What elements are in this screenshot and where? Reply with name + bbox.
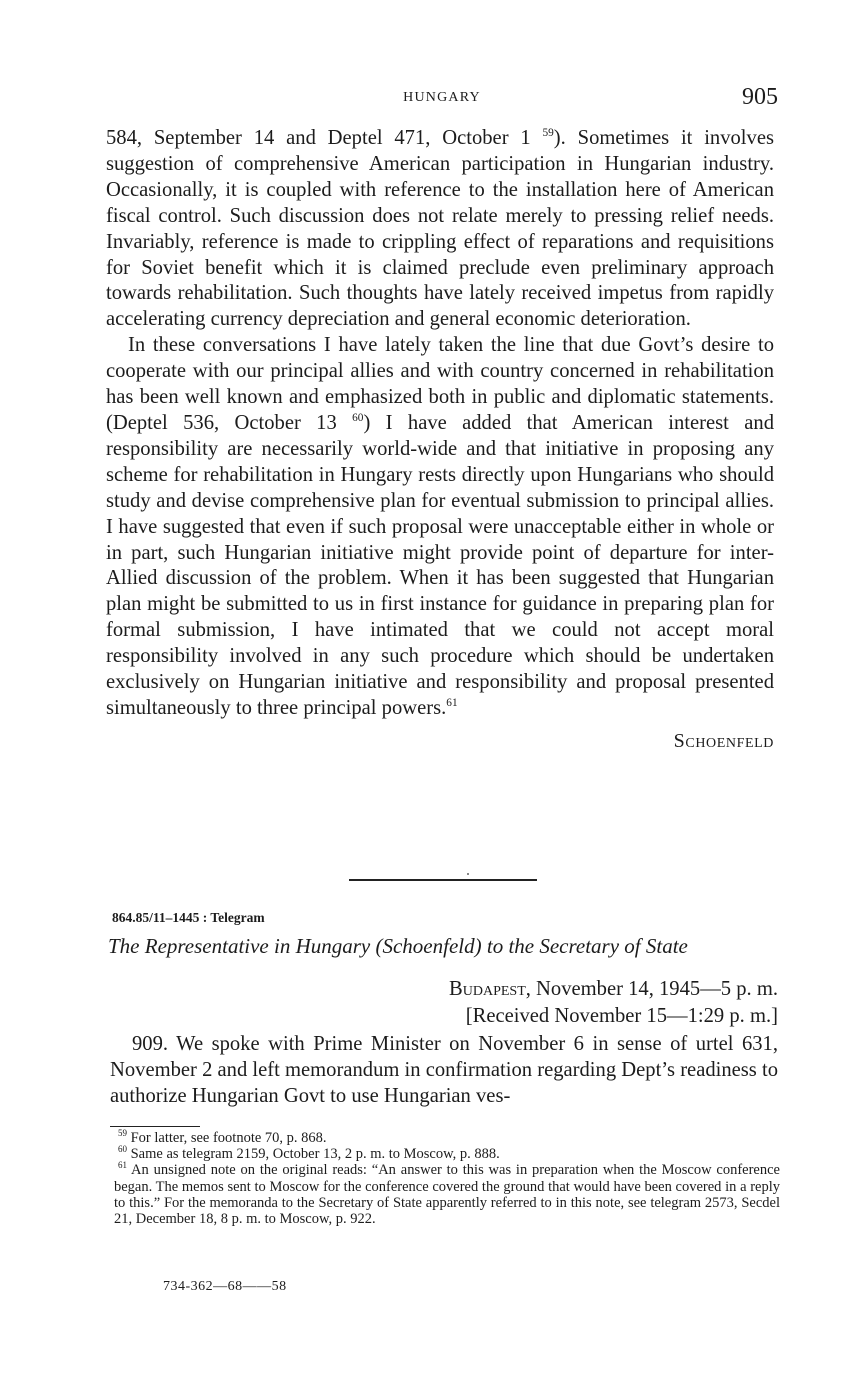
running-title: HUNGARY (403, 90, 481, 105)
footnote-60 (114, 1146, 780, 1162)
printer-code: 734-362—68——58 (163, 1279, 287, 1294)
signature (106, 726, 774, 756)
dateline-date: , November 14, 1945—5 p. m. (525, 978, 778, 1000)
section-divider (349, 879, 537, 881)
footnote-text-60: Same as telegram 2159, October 13, 2 p. m. to Moscow, p. 888. (130, 1146, 500, 1163)
dateline-received: [Received November 15—1:29 p. m.] (465, 1005, 778, 1027)
footnote-rule (110, 1126, 200, 1127)
telegram-paragraph: 909. We spoke with Prime Minister on November 6 in sense of urtel 631, November 2 and left memorandum in confirmation regarding Dept’s readiness to authorize Hungarian Govt to use Hungarian ves- (110, 1033, 778, 1107)
running-head (106, 84, 778, 114)
telegram-body (110, 1032, 778, 1110)
footnotes (114, 1130, 780, 1227)
divider-dot (467, 873, 469, 875)
continuation-paragraph (106, 126, 774, 333)
footnote-59 (114, 1130, 780, 1146)
footnote-marker-59: 59 (118, 1128, 127, 1139)
footnote-ref-61: 61 (446, 697, 458, 710)
letter-body (106, 126, 774, 756)
footnote-ref-59: 59 (542, 127, 554, 140)
second-paragraph-text-end: ) I have added that American interest and responsibility are necessarily world-wide and that initiative in proposing any scheme for rehabilitation in Hungary rests directly upon Hungarians who should study and devise comprehensive plan for eventual submission to principal allies. I have suggested that even if such proposal were unacceptable either in whole or in part, such Hungarian initiative might provide point of departure for inter-Allied discussion of the problem. When it has been suggested that Hungarian plan might be submitted to us in first instance for guidance in preparing plan for formal submission, I have intimated that we could not accept moral responsibility involved in any such procedure which should be undertaken exclusively on Hungarian initiative and responsibility and proposal presented simultaneously to three principal powers. (106, 411, 774, 719)
document-title: The Representative in Hungary (Schoenfeld) to the Secretary of State (108, 934, 688, 958)
signature-name: Schoenfeld (673, 729, 774, 752)
page-number: 905 (742, 84, 778, 110)
continuation-text-start: 584, September 14 and Deptel 471, October 1 (106, 127, 531, 149)
footnote-marker-61: 61 (118, 1160, 127, 1171)
dateline (106, 976, 778, 1030)
footnote-ref-60: 60 (352, 412, 364, 425)
dateline-place: Budapest (449, 978, 526, 1000)
second-paragraph (106, 333, 774, 722)
footnote-text-59: For latter, see footnote 70, p. 868. (130, 1130, 327, 1146)
second-paragraph-text-start: In these conversations I have lately taken the line that due Govt’s desire to cooperate with our principal allies and with country concerned in rehabilitation has been well known and emphasized both in public and diplomatic statements. (Deptel 536, October 13 (106, 334, 774, 434)
dateline-sent (106, 976, 778, 1003)
footnote-marker-60: 60 (118, 1144, 127, 1155)
continuation-text-end: ). Sometimes it involves suggestion of comprehensive American participation in Hungarian industry. Occasionally, it is coupled with reference to the installation here of American fiscal control. Such discussion does not relate merely to pressing relief needs. Invariably, reference is made to crippling effect of reparations and requisitions for Soviet benefit which it is claimed preclude even preliminary approach towards rehabilitation. Such thoughts have lately received impetus from rapidly accelerating currency depreciation and general economic deterioration. (106, 127, 774, 331)
footnote-61 (114, 1162, 780, 1227)
file-reference: 864.85/11–1445 : Telegram (112, 910, 265, 925)
footnote-text-61: An unsigned note on the original reads: “An answer to this was in preparation when the Moscow conference began. The memos sent to Moscow for the conference covered the ground that would have been covered in a reply to this.” For the memoranda to the Secretary of State apparently referred to in this note, see telegram 2573, Secdel 21, December 18, 8 p. m. to Moscow, p. 922. (114, 1162, 780, 1228)
